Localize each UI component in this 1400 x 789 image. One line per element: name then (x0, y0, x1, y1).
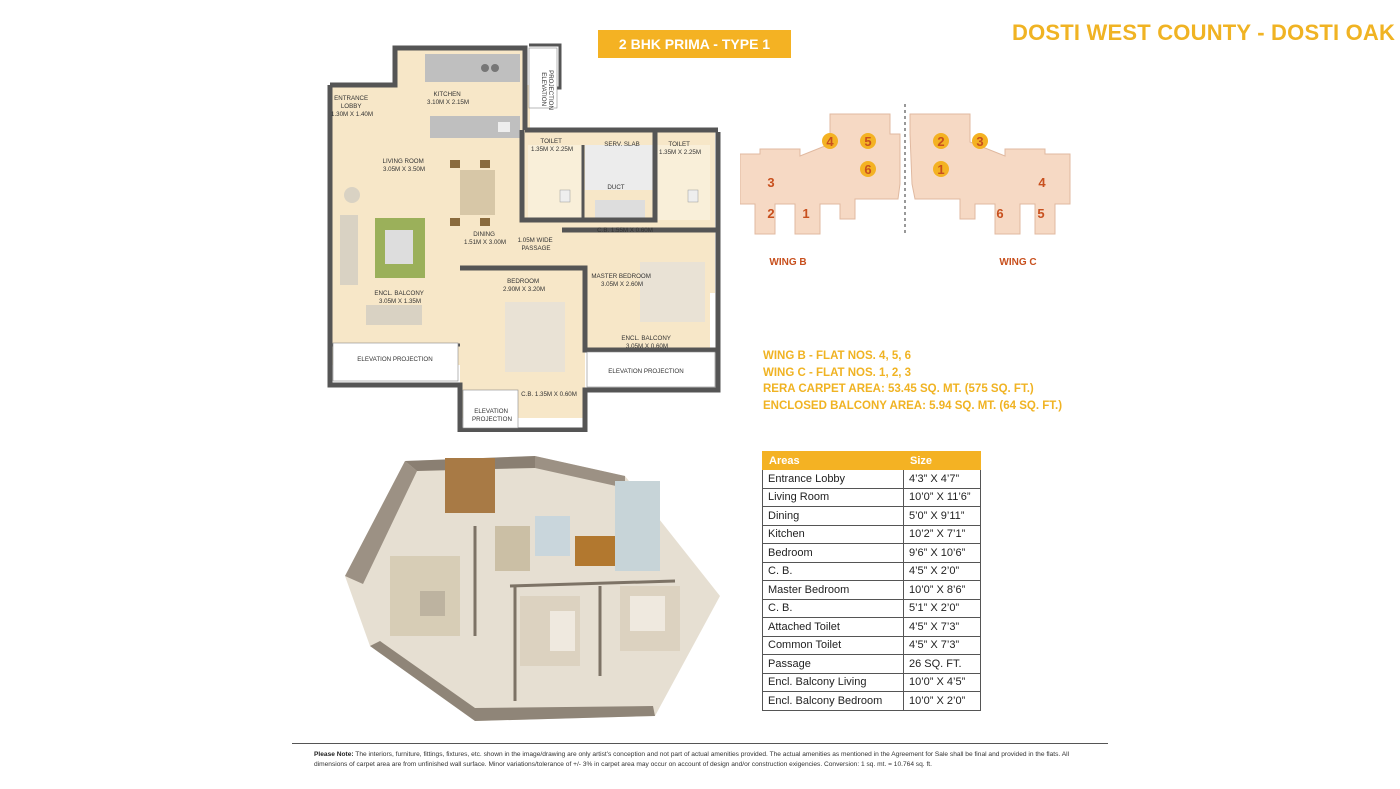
label-living-room: LIVING ROOM 3.05M X 3.50M (382, 158, 425, 173)
area-name: Master Bedroom (763, 581, 904, 600)
rera-carpet-area: RERA CARPET AREA: 53.45 SQ. MT. (575 SQ. FT.) (763, 383, 1034, 395)
area-size: 4’5” X 2’0” (904, 562, 981, 581)
table-row (763, 525, 981, 544)
area-name: Encl. Balcony Living (763, 673, 904, 692)
area-size: 9’6” X 10’6” (904, 544, 981, 563)
table-row (763, 618, 981, 637)
label-duct: DUCT (607, 184, 625, 191)
label-elevation-right: ELEVATION PROJECTION (608, 368, 684, 375)
table-row (763, 488, 981, 507)
label-elevation-bottom: ELEVATION PROJECTION (472, 408, 512, 423)
label-toilet-2: TOILET 1.35M X 2.25M (659, 141, 701, 156)
table-row (763, 544, 981, 563)
wing-b-number: 5 (864, 134, 872, 149)
area-size: 10’0” X 8’6” (904, 581, 981, 600)
area-name: Encl. Balcony Bedroom (763, 692, 904, 711)
bed-master (640, 262, 705, 322)
label-elevation-left: ELEVATION PROJECTION (357, 356, 433, 363)
table-row (763, 562, 981, 581)
table-row (763, 507, 981, 526)
table-row (763, 673, 981, 692)
wing-b-number: 2 (767, 206, 775, 221)
wing-c-number: 4 (1038, 175, 1046, 190)
isometric-drawing (325, 446, 730, 724)
label-cb-master: C.B. 1.55M X 0.60M (597, 227, 653, 234)
label-toilet-1: TOILET 1.35M X 2.25M (531, 138, 573, 153)
note-divider (292, 743, 1108, 744)
table-header-areas: Areas (763, 452, 904, 470)
type-badge: 2 BHK PRIMA - TYPE 1 (598, 30, 791, 58)
label-encl-balcony-master: ENCL. BALCONY 3.05M X 0.60M (621, 335, 671, 350)
wing-c-building (910, 114, 1070, 234)
iso-master-bed (630, 596, 665, 631)
wing-b-number: 6 (864, 162, 872, 177)
label-bedroom: BEDROOM 2.90M X 3.20M (503, 278, 545, 293)
floor-plan-drawing (300, 40, 730, 432)
key-plan-drawing (740, 104, 1075, 274)
wing-b-building (740, 114, 900, 234)
area-size: 5’1” X 2’0” (904, 599, 981, 618)
area-size: 4’5” X 7’3” (904, 618, 981, 637)
label-passage: 1.05M WIDE PASSAGE (517, 237, 553, 252)
bed-bedroom (505, 302, 565, 372)
project-title: DOSTI WEST COUNTY - DOSTI OAK (1012, 20, 1396, 45)
table-row (763, 581, 981, 600)
area-name: Kitchen (763, 525, 904, 544)
wing-b-flats: WING B - FLAT NOS. 4, 5, 6 (763, 350, 912, 362)
table-header-row (763, 452, 981, 470)
area-name: Dining (763, 507, 904, 526)
wing-c-number: 3 (976, 134, 984, 149)
table-header-size: Size (904, 452, 981, 470)
wing-c-number: 6 (996, 206, 1004, 221)
kitchen-counter-top (425, 54, 520, 82)
label-dining: DINING 1.51M X 3.00M (464, 231, 506, 246)
area-size: 26 SQ. FT. (904, 655, 981, 674)
label-entrance-lobby: ENTRANCE LOBBY 1.30M X 1.40M (331, 95, 373, 118)
wing-b-number: 4 (826, 134, 834, 149)
area-table (762, 451, 981, 711)
area-name: Common Toilet (763, 636, 904, 655)
iso-bedroom-bed (550, 611, 575, 651)
area-size: 10’0” X 11’6” (904, 488, 981, 507)
area-name: Living Room (763, 488, 904, 507)
area-size: 4’5” X 7’3” (904, 636, 981, 655)
label-master-bedroom: MASTER BEDROOM 3.05M X 2.60M (591, 273, 651, 288)
area-size: 10’0” X 4’5” (904, 673, 981, 692)
area-size: 4’3” X 4’7” (904, 470, 981, 489)
wing-b-number: 1 (802, 206, 810, 221)
dining-table (460, 170, 495, 215)
wing-c-number: 2 (937, 134, 945, 149)
disclaimer-note (314, 750, 1094, 770)
sofa-left (340, 215, 358, 285)
label-kitchen: KITCHEN 3.10M X 2.15M (427, 91, 469, 106)
iso-living-table (420, 591, 445, 616)
wing-c-number: 1 (937, 162, 945, 177)
enclosed-balcony-area: ENCLOSED BALCONY AREA: 5.94 SQ. MT. (64 SQ. FT.) (763, 399, 1063, 412)
area-size: 10’0” X 2’0” (904, 692, 981, 711)
area-size: 10’2” X 7’1” (904, 525, 981, 544)
wing-c-label: WING C (999, 257, 1037, 268)
area-name: C. B. (763, 599, 904, 618)
area-name: Bedroom (763, 544, 904, 563)
floor-plan (300, 40, 730, 432)
label-elevation-top: ELEVATION PROJECTION (540, 70, 554, 110)
flat-info (763, 348, 1083, 414)
label-serv-slab: SERV. SLAB (604, 141, 640, 148)
isometric-view (325, 446, 730, 724)
wing-c-flats: WING C - FLAT NOS. 1, 2, 3 (763, 366, 912, 379)
sofa-bottom (366, 305, 422, 325)
key-plan (740, 104, 1075, 274)
label-encl-balcony-living: ENCL. BALCONY 3.05M X 1.35M (374, 290, 424, 305)
table-row (763, 636, 981, 655)
note-label: Please Note: (314, 751, 354, 758)
table-row (763, 470, 981, 489)
table-row (763, 692, 981, 711)
area-name: Entrance Lobby (763, 470, 904, 489)
table-row (763, 599, 981, 618)
wing-c-number: 5 (1037, 206, 1045, 221)
area-name: C. B. (763, 562, 904, 581)
note-text: The interiors, furniture, fittings, fixtures, etc. shown in the image/drawing are only artist’s conception and not part of actual amenities provided. The actual amenities as mentioned in the Agreement for Sale shall be final and provided in the flats. All dimensions of carpet area are from unfinished wall surface. Minor variations/tolerance of +/- 3% in carpet area may occur on account of design and/or construction exigencies. Conversion: 1 sq. mt. = 10.764 sq. ft. (314, 751, 1070, 768)
area-name: Passage (763, 655, 904, 674)
wing-b-label: WING B (769, 257, 807, 268)
wing-b-number: 3 (767, 175, 775, 190)
iso-kitchen (445, 458, 495, 513)
label-cb-bedroom: C.B. 1.35M X 0.60M (521, 391, 577, 398)
table-row (763, 655, 981, 674)
area-size: 5’0” X 9’11” (904, 507, 981, 526)
area-name: Attached Toilet (763, 618, 904, 637)
